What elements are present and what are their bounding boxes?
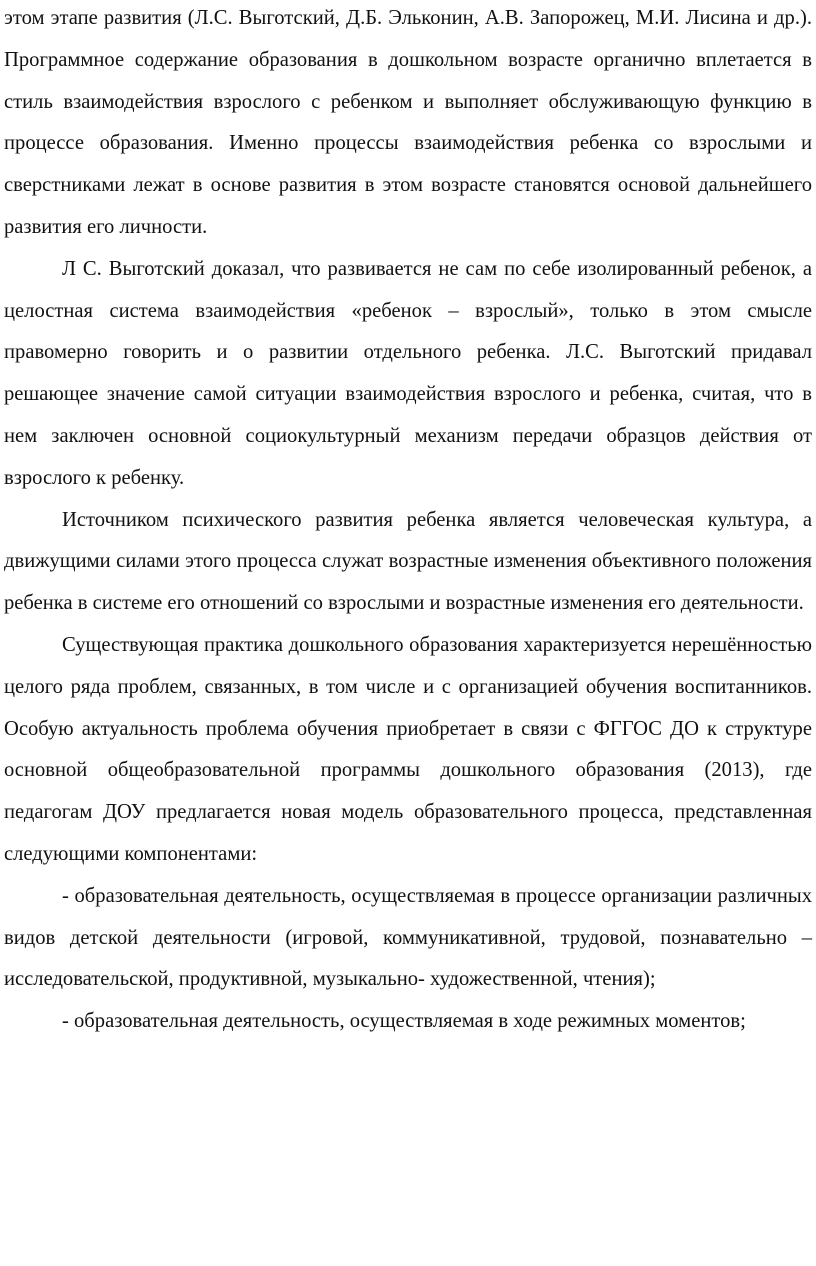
paragraph-1: этом этапе развития (Л.С. Выготский, Д.Б. Эльконин, А.В. Запорожец, М.И. Лисина и др.). Программное содержание образования в дошкольном возрасте органично вплетается в стиль взаимодействия взрослого с ребенком и выполняет обслуживающую функцию в процессе образования. Именно процессы взаимодействия ребенка со взрослыми и сверстниками лежат в основе развития в этом возрасте становятся основой дальнейшего развития его личности.: [4, 7, 812, 238]
paragraph-4: Существующая практика дошкольного образования характеризуется нерешённостью целого ряда проблем, связанных, в том числе и с организацией обучения воспитанников. Особую актуальность проблема обучения приобретает в связи с ФГГОС ДО к структуре основной общеобразовательной программы дошкольного образования (2013), где педагогам ДОУ предлагается новая модель образовательного процесса, представленная следующими компонентами:: [4, 633, 812, 865]
document-page: [4, 0, 812, 1043]
list-item-1: - образовательная деятельность, осуществляемая в процессе организации различных видов детской деятельности (игровой, коммуникативной, трудовой, познавательно – исследовательской, продуктивной, музыкально- художественной, чтения);: [4, 884, 812, 991]
list-item-2: - образовательная деятельность, осуществляемая в ходе режимных моментов;: [62, 1010, 746, 1033]
paragraph-3: Источником психического развития ребенка является человеческая культура, а движущими силами этого процесса служат возрастные изменения объективного положения ребенка в системе его отношений со взрослыми и возрастные изменения его деятельности.: [4, 508, 812, 615]
paragraph-2: Л С. Выготский доказал, что развивается не сам по себе изолированный ребенок, а целостная система взаимодействия «ребенок – взрослый», только в этом смысле правомерно говорить и о развитии отдельного ребенка. Л.С. Выготский придавал решающее значение самой ситуации взаимодействия взрослого и ребенка, считая, что в нем заключен основной социокультурный механизм передачи образцов действия от взрослого к ребенку.: [4, 257, 812, 489]
